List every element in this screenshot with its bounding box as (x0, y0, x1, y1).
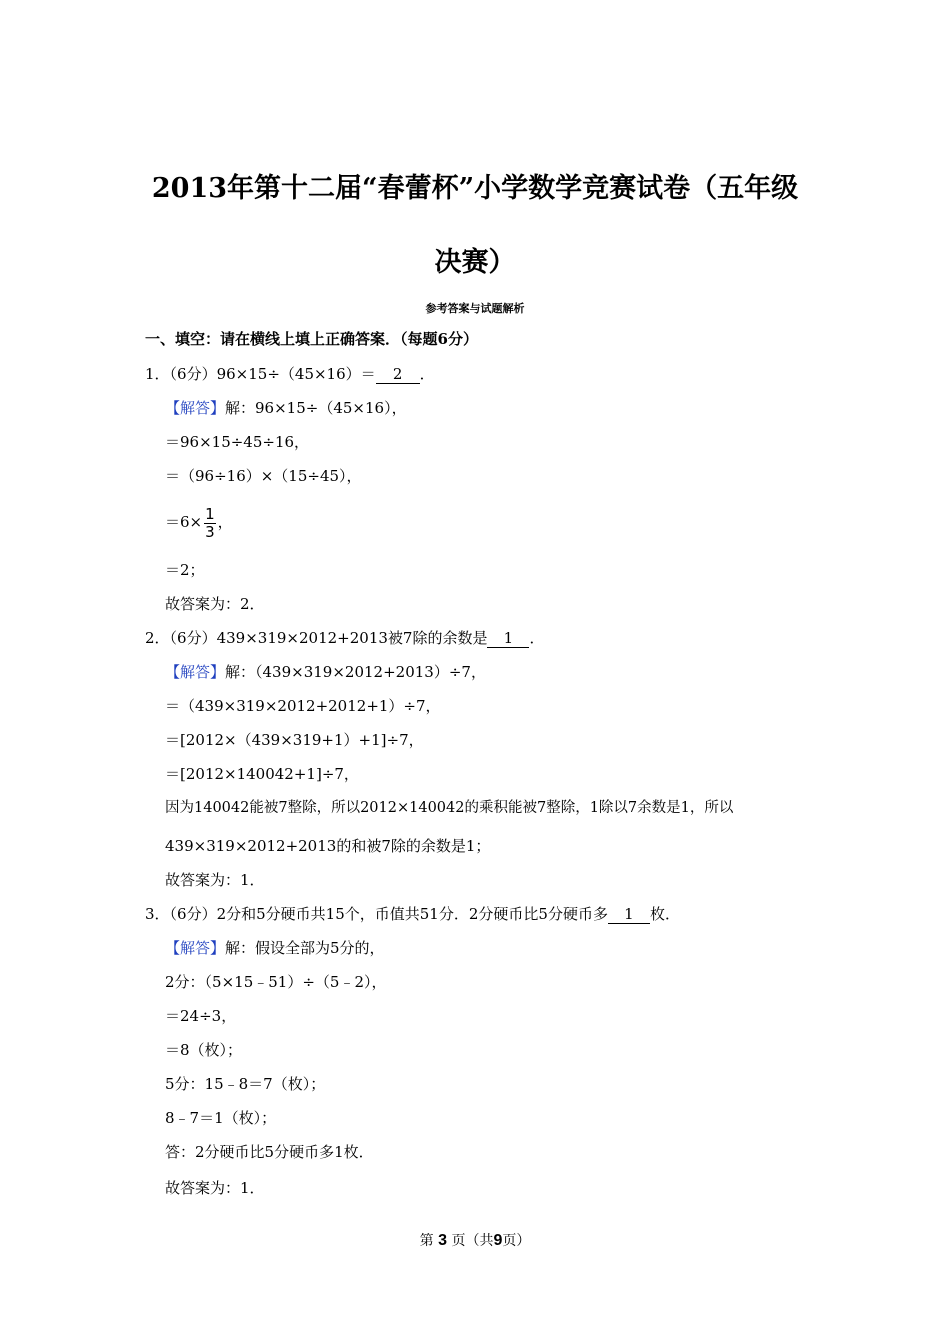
solution-line: 因为140042能被7整除，所以2012×140042的乘积能被7整除，1除以7余数是1，所以 (165, 800, 734, 816)
solution-line: ＝（439×319×2012+2012+1）÷7， (165, 697, 441, 715)
question-text: （6分）2分和5分硬币共15个，币值共51分．2分硬币比5分硬币多 (169, 905, 608, 923)
solution-line: 8﹣7＝1（枚）； (165, 1109, 277, 1127)
solution-line: 答：2分硬币比5分硬币多1枚． (165, 1143, 374, 1161)
solution-line: 故答案为：1． (165, 871, 265, 889)
answer-blank: 2 (376, 366, 420, 384)
solution-line: 故答案为：2． (165, 595, 265, 613)
solution-line: 【解答】解：96×15÷（45×16）， (165, 399, 407, 417)
solution-line: ＝24÷3， (165, 1007, 237, 1025)
subtitle: 参考答案与试题解析 (425, 302, 525, 315)
solution-line: ＝2； (165, 561, 205, 579)
question-1: 1．（6分）96×15÷（45×16）＝ 2 ． (145, 365, 435, 383)
page-footer: 第 3 页（共9页） (419, 1232, 531, 1249)
question-number: 2． (145, 629, 170, 647)
answer-tag: 【解答】 (165, 399, 226, 417)
solution-line: ＝8（枚）； (165, 1041, 243, 1059)
solution-line: 2分：（5×15﹣51）÷（5﹣2）， (165, 973, 387, 991)
solution-line: ＝[2012×（439×319+1）+1]÷7， (165, 731, 424, 749)
answer-blank: 1 (608, 906, 650, 924)
page-number: 3 (438, 1232, 447, 1249)
solution-line: ＝96×15÷45÷16， (165, 433, 310, 451)
title-line-2: 决赛） (434, 247, 516, 278)
section-heading: 一、填空：请在横线上填上正确答案．（每题6分） (145, 330, 478, 348)
solution-line: ＝（96÷16）×（15÷45）， (165, 467, 362, 485)
question-number: 1． (145, 365, 170, 383)
solution-line: 故答案为：1． (165, 1179, 265, 1197)
fraction: $\frac{1}{3}$ (205, 504, 215, 541)
answer-blank: 1 (487, 630, 529, 648)
question-2: 2．（6分）439×319×2012+2013被7除的余数是 1 ． (145, 629, 545, 647)
solution-line: 【解答】解：假设全部为5分的， (165, 939, 385, 957)
title-line-1: 2013年第十二届“春蕾杯”小学数学竞赛试卷（五年级 (151, 173, 799, 204)
answer-tag: 【解答】 (165, 663, 226, 681)
question-text: （6分）96×15÷（45×16）＝ (169, 365, 376, 383)
question-number: 3． (145, 905, 170, 923)
question-3: 3．（6分）2分和5分硬币共15个，币值共51分．2分硬币比5分硬币多 1 枚． (145, 905, 680, 923)
solution-line: 【解答】解：（439×319×2012+2013）÷7， (165, 663, 486, 681)
question-text: （6分）439×319×2012+2013被7除的余数是 (169, 629, 488, 647)
answer-tag: 【解答】 (165, 939, 226, 957)
solution-line: ＝6× $\frac{1}{3}$ ， (165, 504, 233, 541)
solution-line: 439×319×2012+2013的和被7除的余数是1； (165, 837, 491, 855)
solution-line: ＝[2012×140042+1]÷7， (165, 765, 359, 783)
solution-line: 5分：15﹣8＝7（枚）； (165, 1075, 326, 1093)
page-total: 9 (493, 1232, 503, 1249)
